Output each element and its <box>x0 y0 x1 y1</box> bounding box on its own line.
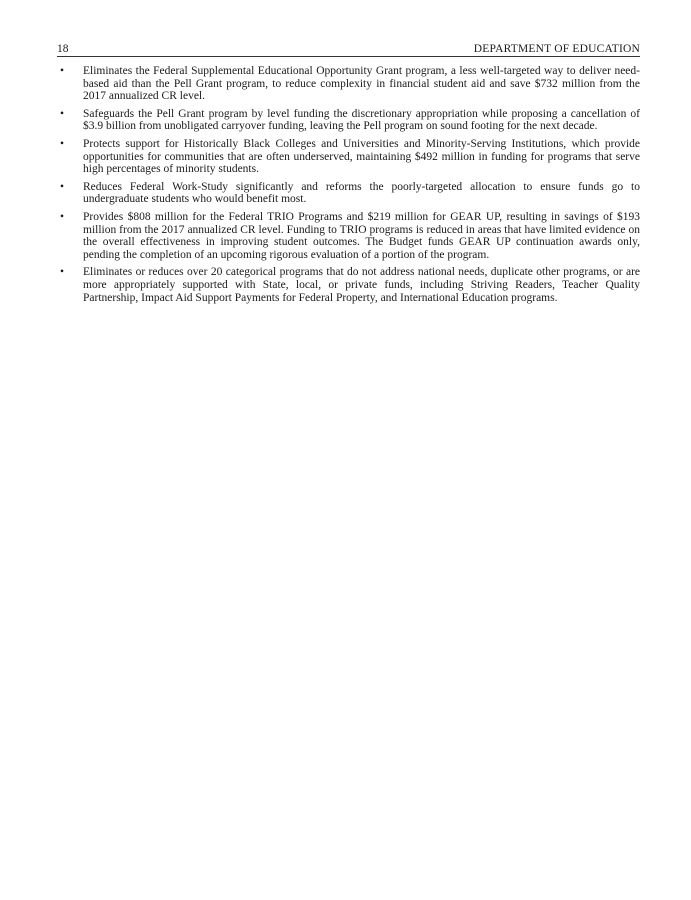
bullet-text: Safeguards the Pell Grant program by level funding the discretionary appropriation while proposing a cancellation of $3.9 billion from unobligated carryover funding, leaving the Pell program on sound footing for the next decade. <box>83 107 640 133</box>
bullet-item <box>57 138 640 176</box>
bullet-icon: • <box>60 137 65 150</box>
bullet-text: Eliminates or reduces over 20 categorical programs that do not address national needs, duplicate other programs, or are more appropriately supported with State, local, or private funds, including Striving Readers, Teacher Quality Partnership, Impact Aid Support Payments for Federal Property, and International Education programs. <box>83 266 640 304</box>
bullet-text: Protects support for Historically Black Colleges and Universities and Minority-Serving Institutions, which provide opportunities for communities that are often underserved, maintaining $492 million in funding for programs that serve high percentages of minority students. <box>83 137 640 176</box>
page-number: 18 <box>57 43 69 55</box>
bullet-list <box>57 65 640 309</box>
bullet-icon: • <box>60 107 65 120</box>
bullet-text: Reduces Federal Work-Study significantly and reforms the poorly-targeted allocation to ensure funds go to undergraduate students who would benefit most. <box>83 180 640 206</box>
bullet-item <box>57 266 640 304</box>
bullet-item <box>57 65 640 103</box>
bullet-text: Provides $808 million for the Federal TRIO Programs and $219 million for GEAR UP, resulting in savings of $193 million from the 2017 annualized CR level. Funding to TRIO programs is reduced in areas that have limited evidence on the overall effectiveness in improving student outcomes. The Budget funds GEAR UP continuation awards only, pending the completion of an upcoming rigorous evaluation of a portion of the program. <box>83 210 640 261</box>
page-header <box>57 42 640 57</box>
running-head-department: DEPARTMENT OF EDUCATION <box>473 43 640 55</box>
bullet-item <box>57 108 640 133</box>
bullet-icon: • <box>60 65 65 77</box>
bullet-icon: • <box>60 210 65 223</box>
bullet-item <box>57 181 640 206</box>
bullet-icon: • <box>60 266 65 279</box>
bullet-icon: • <box>60 180 65 193</box>
bullet-text: Eliminates the Federal Supplemental Educational Opportunity Grant program, a less well-targeted way to deliver need-based aid than the Pell Grant program, to reduce complexity in financial student aid and save $732 million from the 2017 annualized CR level. <box>83 65 640 103</box>
bullet-item <box>57 211 640 261</box>
